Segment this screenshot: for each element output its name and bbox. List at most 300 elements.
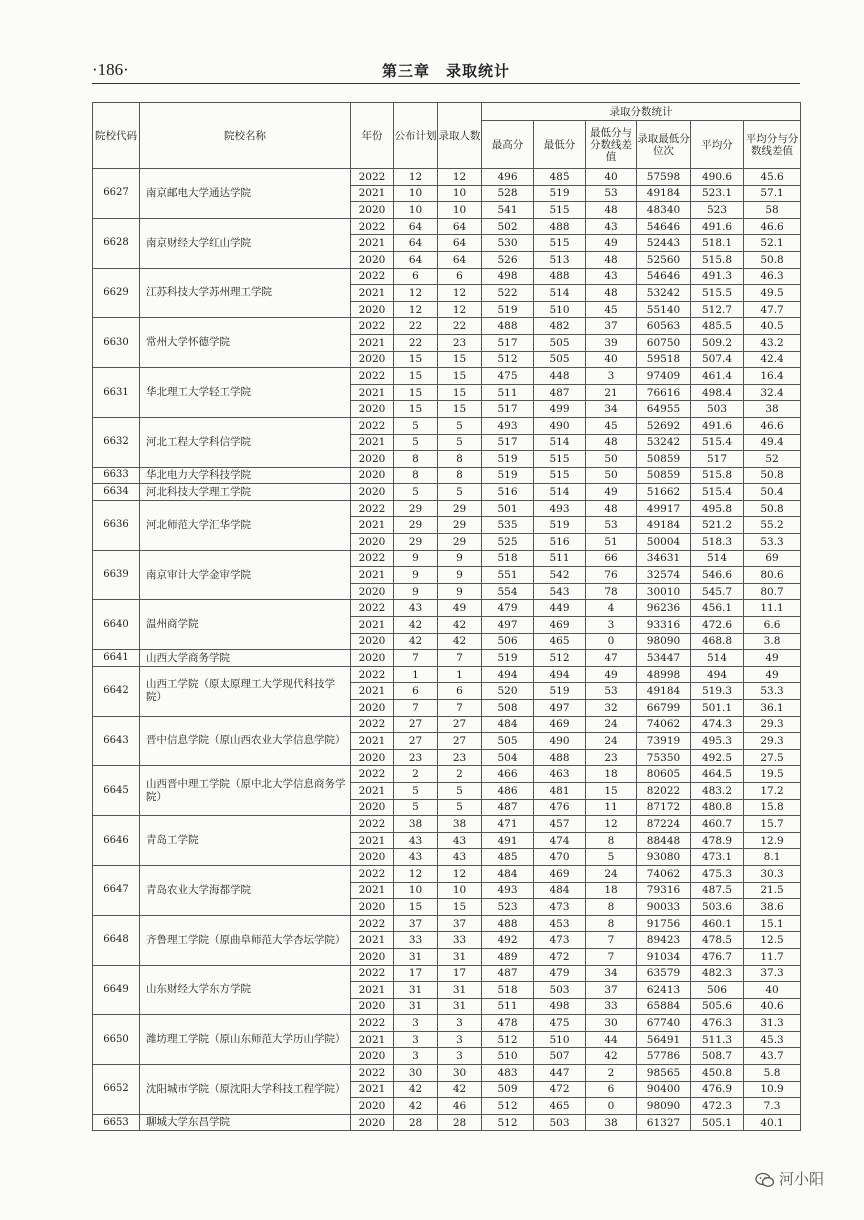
cell-avg-score: 456.1 (691, 600, 744, 617)
cell-min-diff: 0 (586, 1098, 637, 1115)
school-name: 沈阳城市学院（原沈阳大学科技工程学院） (140, 1065, 351, 1115)
cell-year: 2021 (351, 882, 394, 899)
cell-min-score: 503 (534, 982, 586, 999)
cell-min-score: 469 (534, 617, 586, 634)
cell-plan: 12 (394, 169, 438, 186)
school-code: 6641 (93, 650, 140, 667)
table-row (93, 650, 801, 667)
cell-min-rank: 67740 (637, 1015, 691, 1032)
cell-avg-score: 460.7 (691, 816, 744, 833)
table-row (93, 467, 801, 484)
cell-min-diff: 23 (586, 749, 637, 766)
cell-min-score: 516 (534, 534, 586, 551)
cell-plan: 30 (394, 1065, 438, 1082)
cell-avg-score: 476.9 (691, 1081, 744, 1098)
cell-admitted: 12 (438, 865, 482, 882)
cell-year: 2022 (351, 865, 394, 882)
cell-min-score: 474 (534, 832, 586, 849)
cell-year: 2021 (351, 434, 394, 451)
cell-min-rank: 49184 (637, 185, 691, 202)
cell-plan: 5 (394, 484, 438, 501)
cell-avg-diff: 46.6 (744, 218, 801, 235)
cell-min-diff: 49 (586, 235, 637, 252)
cell-avg-diff: 49.5 (744, 285, 801, 302)
cell-year: 2020 (351, 1114, 394, 1131)
cell-min-rank: 73919 (637, 733, 691, 750)
cell-min-score: 510 (534, 1031, 586, 1048)
cell-min-score: 490 (534, 733, 586, 750)
cell-min-diff: 50 (586, 467, 637, 484)
cell-min-diff: 4 (586, 600, 637, 617)
cell-min-rank: 57598 (637, 169, 691, 186)
cell-max-score: 508 (482, 700, 534, 717)
cell-max-score: 535 (482, 517, 534, 534)
school-name: 山西工学院（原太原理工大学现代科技学院） (140, 666, 351, 716)
cell-min-rank: 96236 (637, 600, 691, 617)
cell-min-rank: 93080 (637, 849, 691, 866)
cell-avg-diff: 11.1 (744, 600, 801, 617)
table-header (93, 103, 801, 169)
cell-max-score: 501 (482, 500, 534, 517)
cell-avg-diff: 7.3 (744, 1098, 801, 1115)
cell-min-rank: 59518 (637, 351, 691, 368)
school-name: 山东财经大学东方学院 (140, 965, 351, 1015)
cell-max-score: 506 (482, 633, 534, 650)
cell-avg-diff: 38 (744, 401, 801, 418)
table-row (93, 550, 801, 567)
school-name: 南京审计大学金审学院 (140, 550, 351, 600)
cell-min-rank: 74062 (637, 865, 691, 882)
cell-avg-diff: 50.8 (744, 467, 801, 484)
cell-min-score: 505 (534, 334, 586, 351)
cell-year: 2020 (351, 301, 394, 318)
cell-min-rank: 65884 (637, 998, 691, 1015)
cell-admitted: 43 (438, 849, 482, 866)
cell-min-diff: 2 (586, 1065, 637, 1082)
cell-min-score: 510 (534, 301, 586, 318)
watermark (755, 1168, 824, 1189)
cell-year: 2022 (351, 600, 394, 617)
cell-plan: 5 (394, 799, 438, 816)
cell-max-score: 516 (482, 484, 534, 501)
school-name: 青岛农业大学海都学院 (140, 865, 351, 915)
cell-min-rank: 61327 (637, 1114, 691, 1131)
cell-min-score: 465 (534, 633, 586, 650)
cell-min-score: 475 (534, 1015, 586, 1032)
table-row (93, 865, 801, 882)
table-row (93, 666, 801, 683)
cell-admitted: 9 (438, 583, 482, 600)
cell-min-diff: 42 (586, 1048, 637, 1065)
cell-min-score: 463 (534, 766, 586, 783)
cell-avg-score: 492.5 (691, 749, 744, 766)
cell-admitted: 23 (438, 334, 482, 351)
cell-avg-score: 478.5 (691, 932, 744, 949)
cell-min-rank: 32574 (637, 567, 691, 584)
cell-avg-score: 461.4 (691, 368, 744, 385)
cell-min-diff: 44 (586, 1031, 637, 1048)
cell-year: 2021 (351, 832, 394, 849)
cell-avg-diff: 15.8 (744, 799, 801, 816)
cell-min-diff: 3 (586, 617, 637, 634)
cell-avg-diff: 12.5 (744, 932, 801, 949)
cell-avg-score: 483.2 (691, 782, 744, 799)
col-year: 年份 (351, 103, 394, 169)
cell-avg-score: 515.5 (691, 285, 744, 302)
cell-avg-diff: 40.1 (744, 1114, 801, 1131)
cell-min-diff: 34 (586, 401, 637, 418)
cell-admitted: 29 (438, 500, 482, 517)
cell-avg-score: 505.1 (691, 1114, 744, 1131)
cell-min-diff: 49 (586, 484, 637, 501)
cell-year: 2021 (351, 567, 394, 584)
cell-plan: 15 (394, 368, 438, 385)
cell-avg-score: 482.3 (691, 965, 744, 982)
cell-admitted: 6 (438, 268, 482, 285)
cell-max-score: 530 (482, 235, 534, 252)
cell-avg-score: 487.5 (691, 882, 744, 899)
cell-min-score: 488 (534, 749, 586, 766)
cell-avg-diff: 45.6 (744, 169, 801, 186)
cell-year: 2022 (351, 666, 394, 683)
table-row (93, 766, 801, 783)
table-row (93, 600, 801, 617)
cell-min-rank: 93316 (637, 617, 691, 634)
cell-avg-score: 491.6 (691, 218, 744, 235)
cell-plan: 42 (394, 1081, 438, 1098)
cell-avg-diff: 46.3 (744, 268, 801, 285)
cell-admitted: 10 (438, 882, 482, 899)
cell-min-rank: 50859 (637, 467, 691, 484)
watermark-text: 河小阳 (778, 1170, 824, 1188)
cell-min-rank: 87172 (637, 799, 691, 816)
school-code: 6647 (93, 865, 140, 915)
cell-avg-diff: 17.2 (744, 782, 801, 799)
cell-admitted: 42 (438, 617, 482, 634)
cell-avg-score: 518.1 (691, 235, 744, 252)
table-row (93, 368, 801, 385)
school-name: 晋中信息学院（原山西农业大学信息学院） (140, 716, 351, 766)
cell-avg-diff: 30.3 (744, 865, 801, 882)
cell-min-diff: 43 (586, 218, 637, 235)
cell-min-score: 514 (534, 484, 586, 501)
cell-min-score: 481 (534, 782, 586, 799)
cell-avg-diff: 49 (744, 666, 801, 683)
cell-min-diff: 8 (586, 915, 637, 932)
cell-admitted: 10 (438, 185, 482, 202)
cell-min-rank: 60750 (637, 334, 691, 351)
cell-year: 2021 (351, 235, 394, 252)
cell-min-diff: 53 (586, 517, 637, 534)
page-header (92, 56, 800, 84)
cell-admitted: 27 (438, 716, 482, 733)
cell-min-rank: 53242 (637, 285, 691, 302)
cell-admitted: 15 (438, 368, 482, 385)
cell-min-rank: 54646 (637, 268, 691, 285)
cell-year: 2022 (351, 218, 394, 235)
cell-plan: 64 (394, 235, 438, 252)
cell-min-rank: 76616 (637, 384, 691, 401)
cell-max-score: 487 (482, 799, 534, 816)
cell-avg-score: 517 (691, 451, 744, 468)
cell-plan: 22 (394, 318, 438, 335)
cell-max-score: 520 (482, 683, 534, 700)
cell-min-rank: 90400 (637, 1081, 691, 1098)
cell-year: 2021 (351, 733, 394, 750)
school-name: 河北科技大学理工学院 (140, 484, 351, 501)
cell-avg-diff: 50.4 (744, 484, 801, 501)
cell-min-diff: 50 (586, 451, 637, 468)
cell-min-diff: 32 (586, 700, 637, 717)
cell-plan: 7 (394, 700, 438, 717)
cell-min-diff: 66 (586, 550, 637, 567)
school-code: 6642 (93, 666, 140, 716)
cell-min-diff: 45 (586, 417, 637, 434)
cell-min-score: 457 (534, 816, 586, 833)
cell-admitted: 5 (438, 417, 482, 434)
cell-min-rank: 51662 (637, 484, 691, 501)
cell-avg-score: 514 (691, 550, 744, 567)
cell-admitted: 3 (438, 1031, 482, 1048)
cell-min-diff: 48 (586, 202, 637, 219)
cell-min-score: 512 (534, 650, 586, 667)
table-row (93, 268, 801, 285)
cell-min-rank: 63579 (637, 965, 691, 982)
cell-max-score: 504 (482, 749, 534, 766)
cell-min-score: 543 (534, 583, 586, 600)
cell-plan: 15 (394, 401, 438, 418)
cell-min-diff: 11 (586, 799, 637, 816)
cell-avg-score: 475.3 (691, 865, 744, 882)
cell-plan: 9 (394, 550, 438, 567)
col-min: 最低分 (534, 121, 586, 169)
school-code: 6628 (93, 218, 140, 268)
cell-avg-score: 476.7 (691, 948, 744, 965)
cell-plan: 8 (394, 451, 438, 468)
cell-year: 2020 (351, 401, 394, 418)
cell-avg-score: 546.6 (691, 567, 744, 584)
cell-avg-diff: 15.7 (744, 816, 801, 833)
cell-year: 2020 (351, 351, 394, 368)
cell-avg-score: 501.1 (691, 700, 744, 717)
cell-min-score: 498 (534, 998, 586, 1015)
cell-year: 2020 (351, 948, 394, 965)
cell-avg-score: 519.3 (691, 683, 744, 700)
school-code: 6633 (93, 467, 140, 484)
school-code: 6643 (93, 716, 140, 766)
cell-plan: 10 (394, 202, 438, 219)
cell-min-rank: 48340 (637, 202, 691, 219)
cell-avg-diff: 36.1 (744, 700, 801, 717)
cell-min-diff: 6 (586, 1081, 637, 1098)
cell-min-score: 482 (534, 318, 586, 335)
cell-year: 2022 (351, 550, 394, 567)
cell-min-rank: 52443 (637, 235, 691, 252)
cell-min-rank: 50859 (637, 451, 691, 468)
cell-admitted: 12 (438, 285, 482, 302)
cell-min-diff: 34 (586, 965, 637, 982)
cell-plan: 12 (394, 285, 438, 302)
cell-max-score: 497 (482, 617, 534, 634)
cell-year: 2022 (351, 318, 394, 335)
cell-avg-diff: 69 (744, 550, 801, 567)
school-code: 6648 (93, 915, 140, 965)
cell-avg-diff: 50.8 (744, 251, 801, 268)
cell-admitted: 31 (438, 998, 482, 1015)
cell-avg-score: 507.4 (691, 351, 744, 368)
cell-max-score: 541 (482, 202, 534, 219)
cell-avg-diff: 40.5 (744, 318, 801, 335)
cell-max-score: 526 (482, 251, 534, 268)
cell-min-score: 515 (534, 451, 586, 468)
cell-admitted: 17 (438, 965, 482, 982)
cell-min-rank: 50004 (637, 534, 691, 551)
school-name: 华北电力大学科技学院 (140, 467, 351, 484)
cell-min-diff: 48 (586, 434, 637, 451)
cell-plan: 8 (394, 467, 438, 484)
cell-avg-diff: 43.2 (744, 334, 801, 351)
cell-avg-diff: 29.3 (744, 716, 801, 733)
cell-min-diff: 18 (586, 882, 637, 899)
cell-min-rank: 80605 (637, 766, 691, 783)
cell-avg-score: 494 (691, 666, 744, 683)
cell-min-rank: 52560 (637, 251, 691, 268)
cell-avg-diff: 16.4 (744, 368, 801, 385)
col-max: 最高分 (482, 121, 534, 169)
cell-min-score: 513 (534, 251, 586, 268)
cell-max-score: 475 (482, 368, 534, 385)
cell-max-score: 492 (482, 932, 534, 949)
cell-min-diff: 0 (586, 633, 637, 650)
cell-avg-score: 505.6 (691, 998, 744, 1015)
cell-year: 2020 (351, 534, 394, 551)
cell-admitted: 15 (438, 401, 482, 418)
cell-year: 2022 (351, 1065, 394, 1082)
cell-max-score: 479 (482, 600, 534, 617)
cell-year: 2020 (351, 700, 394, 717)
cell-min-score: 472 (534, 948, 586, 965)
cell-avg-score: 495.3 (691, 733, 744, 750)
cell-avg-score: 515.8 (691, 251, 744, 268)
cell-avg-score: 476.3 (691, 1015, 744, 1032)
cell-avg-score: 512.7 (691, 301, 744, 318)
cell-admitted: 5 (438, 782, 482, 799)
cell-min-diff: 15 (586, 782, 637, 799)
cell-admitted: 8 (438, 467, 482, 484)
cell-year: 2020 (351, 202, 394, 219)
cell-plan: 29 (394, 517, 438, 534)
cell-min-rank: 98090 (637, 633, 691, 650)
cell-year: 2020 (351, 1098, 394, 1115)
cell-plan: 17 (394, 965, 438, 982)
cell-plan: 23 (394, 749, 438, 766)
cell-year: 2022 (351, 268, 394, 285)
cell-year: 2021 (351, 617, 394, 634)
cell-year: 2021 (351, 517, 394, 534)
cell-min-score: 484 (534, 882, 586, 899)
cell-admitted: 15 (438, 351, 482, 368)
cell-plan: 64 (394, 218, 438, 235)
cell-avg-score: 523 (691, 202, 744, 219)
school-name: 河北工程大学科信学院 (140, 417, 351, 467)
cell-plan: 12 (394, 301, 438, 318)
cell-avg-score: 518.3 (691, 534, 744, 551)
cell-year: 2022 (351, 965, 394, 982)
school-name: 河北师范大学汇华学院 (140, 500, 351, 550)
cell-plan: 27 (394, 716, 438, 733)
table-row (93, 816, 801, 833)
cell-plan: 9 (394, 583, 438, 600)
cell-plan: 29 (394, 500, 438, 517)
cell-avg-diff: 11.7 (744, 948, 801, 965)
cell-avg-diff: 80.7 (744, 583, 801, 600)
cell-avg-diff: 55.2 (744, 517, 801, 534)
cell-admitted: 10 (438, 202, 482, 219)
cell-min-diff: 37 (586, 982, 637, 999)
table-row (93, 716, 801, 733)
cell-avg-score: 495.8 (691, 500, 744, 517)
cell-min-diff: 12 (586, 816, 637, 833)
table-row (93, 500, 801, 517)
cell-year: 2021 (351, 185, 394, 202)
school-name: 南京邮电大学通达学院 (140, 169, 351, 219)
cell-min-rank: 87224 (637, 816, 691, 833)
cell-year: 2021 (351, 1081, 394, 1098)
cell-avg-diff: 43.7 (744, 1048, 801, 1065)
cell-year: 2021 (351, 334, 394, 351)
school-name: 齐鲁理工学院（原曲阜师范大学杏坛学院） (140, 915, 351, 965)
cell-plan: 42 (394, 617, 438, 634)
cell-max-score: 505 (482, 733, 534, 750)
cell-max-score: 494 (482, 666, 534, 683)
cell-avg-diff: 57.1 (744, 185, 801, 202)
table-row (93, 318, 801, 335)
cell-avg-score: 490.6 (691, 169, 744, 186)
school-name: 南京财经大学红山学院 (140, 218, 351, 268)
cell-admitted: 3 (438, 1015, 482, 1032)
chapter-title: 第三章 录取统计 (381, 62, 510, 80)
cell-year: 2022 (351, 716, 394, 733)
cell-max-score: 466 (482, 766, 534, 783)
cell-year: 2022 (351, 915, 394, 932)
school-code: 6650 (93, 1015, 140, 1065)
cell-avg-score: 521.2 (691, 517, 744, 534)
cell-year: 2022 (351, 500, 394, 517)
cell-plan: 10 (394, 882, 438, 899)
cell-max-score: 485 (482, 849, 534, 866)
cell-admitted: 5 (438, 434, 482, 451)
cell-avg-diff: 40.6 (744, 998, 801, 1015)
cell-avg-score: 474.3 (691, 716, 744, 733)
cell-year: 2021 (351, 683, 394, 700)
header-rule (92, 83, 800, 84)
cell-max-score: 502 (482, 218, 534, 235)
cell-year: 2020 (351, 251, 394, 268)
cell-max-score: 512 (482, 1031, 534, 1048)
cell-min-score: 448 (534, 368, 586, 385)
cell-plan: 7 (394, 650, 438, 667)
cell-max-score: 483 (482, 1065, 534, 1082)
cell-max-score: 519 (482, 451, 534, 468)
table-row (93, 1065, 801, 1082)
cell-min-rank: 66799 (637, 700, 691, 717)
school-code: 6640 (93, 600, 140, 650)
cell-min-score: 469 (534, 865, 586, 882)
cell-min-rank: 90033 (637, 899, 691, 916)
cell-min-score: 485 (534, 169, 586, 186)
cell-max-score: 528 (482, 185, 534, 202)
cell-min-rank: 79316 (637, 882, 691, 899)
